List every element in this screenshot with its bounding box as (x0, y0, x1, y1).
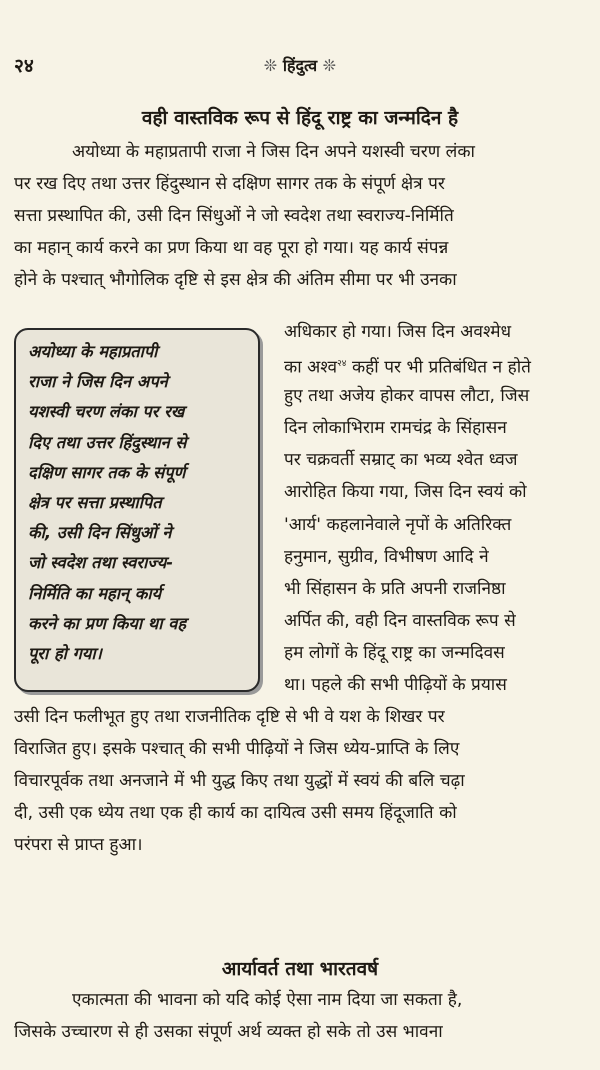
quote-line: जो स्वदेश तथा स्वराज्य- (28, 553, 174, 573)
text-line: हम लोगों के हिंदू राष्ट्र का जन्मदिवस (284, 642, 505, 663)
text-line: एकात्मता की भावना को यदि कोई ऐसा नाम दिया जा सकता है, (72, 990, 463, 1010)
ornament-icon: ❊ (322, 56, 337, 75)
text-line: विचारपूर्वक तथा अनजाने में भी युद्ध किए तथा युद्धों में स्वयं की बलि चढ़ा (14, 771, 465, 792)
text-line: पर रख दिए तथा उत्तर हिंदुस्थान से दक्षिण सागर तक के संपूर्ण क्षेत्र पर (14, 174, 445, 195)
book-title: हिंदुत्व (282, 56, 318, 75)
paragraph (14, 984, 586, 1048)
running-header (0, 54, 600, 76)
text-line: था। पहले की सभी पीढ़ियों के प्रयास (284, 675, 507, 696)
text-fragment: का अश्व (284, 357, 338, 378)
text-line: का महान् कार्य करने का प्रण किया था वह पूरा हो गया। यह कार्य संपन्न (14, 238, 449, 259)
ornament-icon: ❊ (263, 56, 278, 75)
section-heading: आर्यावर्त तथा भारतवर्ष (221, 958, 379, 980)
quote-line: अयोध्या के महाप्रतापी (28, 342, 158, 361)
text-line: आरोहित किया गया, जिस दिन स्वयं को (284, 482, 527, 503)
page-number: २४ (14, 55, 34, 77)
text-line: जिसके उच्चारण से ही उसका संपूर्ण अर्थ व्यक्त हो सके तो उस भावना (14, 1022, 443, 1043)
text-line: उसी दिन फलीभूत हुए तथा राजनीतिक दृष्टि से भी वे यश के शिखर पर (14, 707, 445, 727)
quote-line: क्षेत्र पर सत्ता प्रस्थापित (28, 492, 162, 512)
paragraph (284, 316, 586, 701)
text-line: सत्ता प्रस्थापित की, उसी दिन सिंधुओं ने जो स्वदेश तथा स्वराज्य-निर्मिति (14, 206, 454, 227)
footnote-marker: २४ (337, 359, 347, 370)
text-line: पर चक्रवर्ती सम्राट् का भव्य श्वेत ध्वज (284, 450, 518, 471)
quote-line: की, उसी दिन सिंधुओं ने (28, 523, 172, 543)
pull-quote (14, 328, 260, 692)
text-line: 'आर्य' कहलानेवाले नृपों के अतिरिक्त (284, 514, 512, 535)
quote-line: दिए तथा उत्तर हिंदुस्थान से (28, 432, 187, 452)
quote-line: दक्षिण सागर तक के संपूर्ण (28, 462, 186, 482)
text-line: अयोध्या के महाप्रतापी राजा ने जिस दिन अपने यशस्वी चरण लंका (72, 142, 475, 162)
quote-line: यशस्वी चरण लंका पर रख (28, 402, 185, 422)
text-line (284, 348, 586, 380)
section-heading: वही वास्तविक रूप से हिंदू राष्ट्र का जन्मदिन है (141, 107, 459, 129)
quote-line: निर्मिति का महान् कार्य (28, 583, 162, 603)
paragraph (14, 701, 586, 861)
text-line: विराजित हुए। इसके पश्चात् की सभी पीढ़ियों ने जिस ध्येय-प्राप्ति के लिए (14, 739, 460, 760)
text-fragment: कहीं पर भी प्रतिबंधित न होते (346, 357, 531, 378)
text-line: हनुमान, सुग्रीव, विभीषण आदि ने (284, 546, 489, 567)
text-line: अर्पित की, वही दिन वास्तविक रूप से (284, 610, 516, 631)
quote-line: पूरा हो गया। (28, 643, 102, 663)
text-line: अधिकार हो गया। जिस दिन अवश्मेध (284, 322, 512, 342)
text-line: होने के पश्चात् भौगोलिक दृष्टि से इस क्षेत्र की अंतिम सीमा पर भी उनका (14, 270, 457, 291)
text-line: भी सिंहासन के प्रति अपनी राजनिष्ठा (284, 578, 506, 599)
quote-line: राजा ने जिस दिन अपने (28, 372, 168, 392)
text-line: परंपरा से प्राप्त हुआ। (14, 835, 143, 856)
text-line: दी, उसी एक ध्येय तथा एक ही कार्य का दायित्व उसी समय हिंदूजाति को (14, 803, 457, 824)
text-line: दिन लोकाभिराम रामचंद्र के सिंहासन (284, 418, 507, 439)
paragraph (14, 136, 586, 296)
quote-line: करने का प्रण किया था वह (28, 613, 187, 633)
text-line: हुए तथा अजेय होकर वापस लौटा, जिस (284, 386, 530, 407)
